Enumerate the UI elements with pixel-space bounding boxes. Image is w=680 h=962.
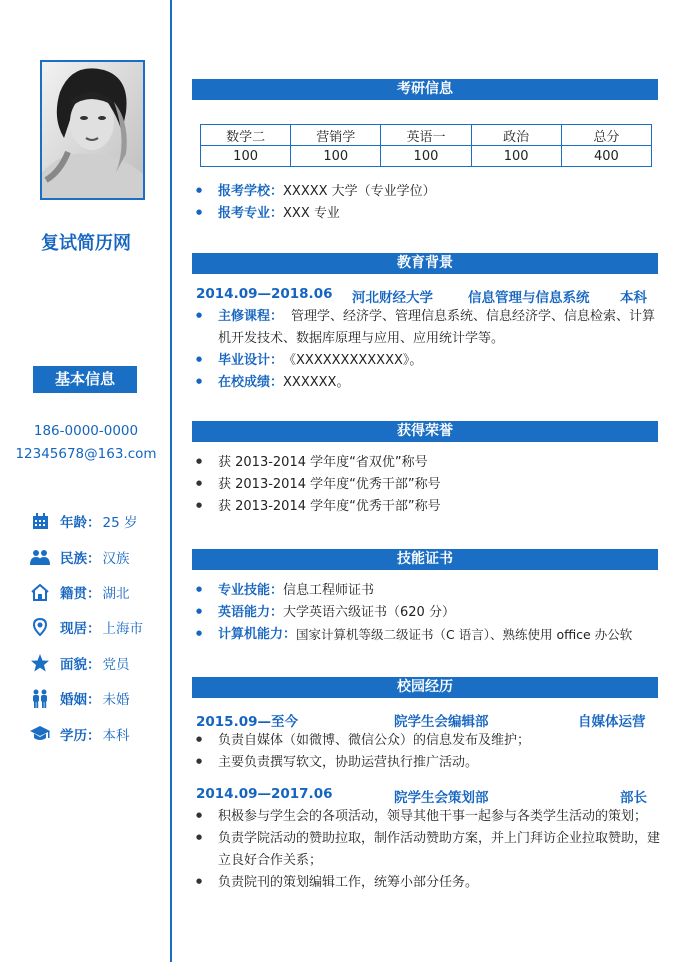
- campus-headline-2: [196, 786, 646, 806]
- age-label: 年龄：: [60, 515, 101, 531]
- bullet-icon: [196, 372, 218, 394]
- item-text: 信息工程师证书: [283, 583, 375, 598]
- bullet-icon: [196, 752, 218, 774]
- item-text: XXX 专业: [283, 206, 340, 221]
- bullet-icon: [196, 474, 218, 496]
- item-text: 主要负责撰写软文，协助运营执行推广活动。: [218, 755, 479, 770]
- item-key: 英语能力：: [218, 605, 284, 620]
- education-headline: [196, 286, 646, 306]
- bullet-icon: [196, 602, 218, 624]
- bullet-icon: [196, 730, 218, 752]
- bullet-icon: [196, 828, 218, 850]
- item-text: 大学英语六级证书（620 分）: [283, 605, 455, 620]
- item-key: 在校成绩：: [218, 375, 284, 390]
- item-text: 国家计算机等级二级证书（C 语言）、熟练使用 office 办公软: [296, 627, 633, 642]
- section-title-exam: 考研信息: [192, 79, 658, 100]
- item-text: 管理学、经济学、管理信息系统、信息经济学、信息检索、计算: [291, 309, 656, 324]
- item-text: XXXXXX。: [283, 375, 350, 390]
- item-text-continued: 机开发技术、数据库原理与应用、应用统计学等。: [218, 331, 505, 346]
- info-age: [30, 511, 137, 531]
- table-header-cell: 英语一: [381, 125, 471, 146]
- section-title-education: 教育背景: [192, 253, 658, 274]
- hometown-label: 籍贯：: [60, 586, 101, 602]
- info-ethnicity: [30, 547, 130, 567]
- item-text-continued: 立良好合作关系；: [218, 853, 323, 868]
- residence-label: 现居：: [60, 621, 101, 637]
- political-value: 党员: [102, 657, 130, 673]
- bullet-icon: [196, 496, 218, 518]
- list-item: [196, 181, 436, 203]
- list-item: [196, 203, 340, 225]
- list-item: [196, 350, 422, 372]
- bullet-icon: [196, 203, 218, 225]
- table-cell: 100: [471, 146, 561, 167]
- age-value: 25 岁: [102, 515, 138, 531]
- table-header-cell: 总分: [561, 125, 651, 146]
- table-cell: 100: [291, 146, 381, 167]
- section-title-honors: 获得荣誉: [192, 421, 658, 442]
- list-item: [196, 496, 441, 518]
- campus-org: 院学生会策划部: [394, 790, 489, 806]
- info-education: [30, 724, 130, 744]
- bullet-icon: [196, 306, 218, 328]
- item-text: 积极参与学生会的各项活动，领导其他干事一起参与各类学生活动的策划；: [218, 809, 648, 824]
- ethnicity-value: 汉族: [102, 551, 130, 567]
- campus-headline-1: [196, 710, 646, 730]
- score-table: [200, 124, 652, 167]
- education-label: 学历：: [60, 728, 101, 744]
- list-item: [196, 306, 655, 328]
- item-key: 毕业设计：: [218, 353, 284, 368]
- info-hometown: [30, 582, 130, 602]
- education-degree: 本科: [620, 290, 647, 306]
- political-label: 面貌：: [60, 657, 101, 673]
- bullet-icon: [196, 872, 218, 894]
- bullet-icon: [196, 350, 218, 372]
- info-residence: [30, 617, 143, 637]
- star-icon: [30, 653, 50, 673]
- bullet-icon: [196, 806, 218, 828]
- item-text: XXXXX 大学（专业学位）: [283, 184, 436, 199]
- list-item: [196, 828, 660, 850]
- info-marital: [30, 688, 130, 708]
- site-name: 复试简历网: [41, 233, 131, 254]
- list-item: [196, 580, 374, 602]
- table-row: [201, 146, 652, 167]
- bullet-icon: [196, 452, 218, 474]
- item-text: 负责自媒体（如微博、微信公众）的信息发布及维护；: [218, 733, 531, 748]
- campus-org: 院学生会编辑部: [394, 714, 489, 730]
- calendar-icon: [30, 511, 50, 531]
- campus-period: 2014.09—2017.06: [196, 786, 333, 802]
- campus-role: 部长: [620, 790, 647, 806]
- list-item: [196, 872, 478, 894]
- table-cell: 100: [381, 146, 471, 167]
- item-key: 报考学校：: [218, 184, 284, 199]
- people-icon: [30, 547, 50, 567]
- item-text: 负责学院活动的赞助拉取，制作活动赞助方案，并上门拜访企业拉取赞助，建: [218, 831, 661, 846]
- table-header-cell: 营销学: [291, 125, 381, 146]
- ethnicity-label: 民族：: [60, 551, 101, 567]
- item-text: 《XXXXXXXXXXXX》。: [283, 353, 423, 368]
- table-header-cell: 数学二: [201, 125, 291, 146]
- sidebar: [0, 0, 172, 962]
- marital-label: 婚姻：: [60, 692, 101, 708]
- education-period: 2014.09—2018.06: [196, 286, 333, 302]
- table-header-cell: 政治: [471, 125, 561, 146]
- basic-info-title: 基本信息: [33, 366, 137, 393]
- table-row: [201, 125, 652, 146]
- couple-icon: [30, 688, 50, 708]
- item-key: 报考专业：: [218, 206, 284, 221]
- portrait-image: [42, 62, 143, 198]
- education-school: 河北财经大学: [352, 290, 433, 306]
- location-pin-icon: [30, 617, 50, 637]
- education-value: 本科: [102, 728, 130, 744]
- item-text: 获 2013-2014 学年度“优秀干部”称号: [218, 499, 441, 514]
- list-item: [196, 806, 647, 828]
- item-key: 专业技能：: [218, 583, 284, 598]
- item-key: 主修课程：: [218, 309, 284, 324]
- education-major: 信息管理与信息系统: [468, 290, 590, 306]
- list-item: [196, 372, 349, 394]
- phone-number: 186-0000-0000: [33, 423, 139, 439]
- bullet-icon: [196, 181, 218, 203]
- table-cell: 400: [561, 146, 651, 167]
- item-text: 获 2013-2014 学年度“省双优”称号: [218, 455, 428, 470]
- list-item: [196, 730, 530, 752]
- profile-photo: [40, 60, 145, 200]
- hometown-value: 湖北: [102, 586, 130, 602]
- table-cell: 100: [201, 146, 291, 167]
- section-title-campus: 校园经历: [192, 677, 658, 698]
- list-item: [196, 474, 441, 496]
- section-title-skills: 技能证书: [192, 549, 658, 570]
- campus-role: 自媒体运营: [578, 714, 646, 730]
- info-political: [30, 653, 130, 673]
- home-icon: [30, 582, 50, 602]
- graduation-cap-icon: [30, 724, 50, 744]
- list-item: [196, 452, 428, 474]
- campus-period: 2015.09—至今: [196, 714, 298, 730]
- bullet-icon: [196, 624, 218, 646]
- list-item: [196, 752, 478, 774]
- list-item: [196, 624, 632, 646]
- bullet-icon: [196, 580, 218, 602]
- item-key: 计算机能力：: [218, 627, 297, 642]
- item-text: 负责院刊的策划编辑工作，统筹小部分任务。: [218, 875, 479, 890]
- residence-value: 上海市: [102, 621, 143, 637]
- marital-value: 未婚: [102, 692, 130, 708]
- list-item: [196, 602, 455, 624]
- email-address: 12345678@163.com: [15, 446, 157, 462]
- item-text: 获 2013-2014 学年度“优秀干部”称号: [218, 477, 441, 492]
